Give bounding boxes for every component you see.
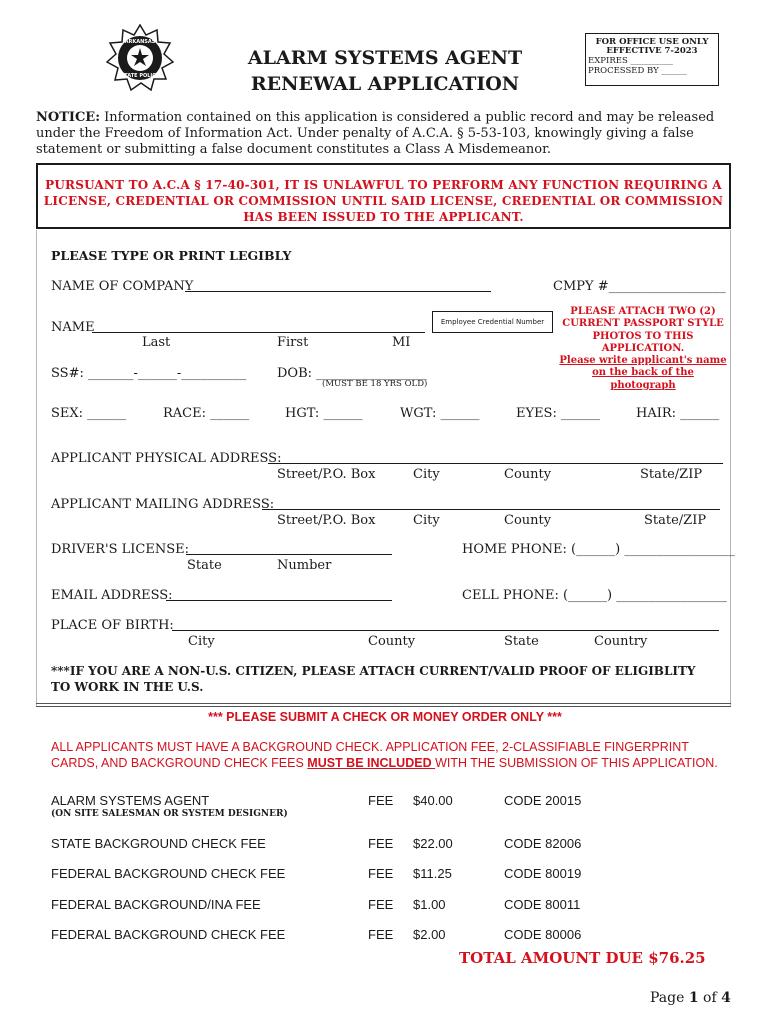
photo-line-5: Please write applicant's name — [559, 355, 727, 367]
cell-phone-field[interactable]: CELL PHONE: (______) _________________ — [462, 588, 727, 603]
fee-row-label: ALARM SYSTEMS AGENT — [51, 793, 210, 808]
name-field[interactable] — [92, 332, 425, 333]
notice-paragraph — [36, 110, 726, 158]
drivers-license-field[interactable] — [186, 554, 392, 555]
dob-field[interactable]: DOB: _________________ — [277, 366, 427, 381]
company-label: NAME OF COMPANY — [51, 279, 194, 294]
photo-instructions — [558, 306, 728, 392]
license-number-caption: Number — [277, 558, 332, 573]
svg-text:ARKANSAS: ARKANSAS — [124, 39, 156, 45]
page-number: 1 — [688, 990, 699, 1006]
photo-line-3: PHOTOS TO THIS — [592, 330, 694, 342]
physical-address-field[interactable] — [268, 463, 723, 464]
employee-credential-number-box[interactable]: Employee Credential Number — [432, 311, 553, 333]
birth-county-caption: County — [368, 634, 416, 649]
fee-row-code: CODE 80006 — [504, 927, 582, 942]
name-label: NAME — [51, 320, 95, 335]
fee-row-fee-word: FEE — [368, 866, 394, 881]
payment-method-note: *** PLEASE SUBMIT A CHECK OR MONEY ORDER ONLY *** — [208, 710, 562, 724]
background-text-1: ALL APPLICANTS MUST HAVE A BACKGROUND CHECK. APPLICATION FEE, 2-CLASSIFIABLE FINGERPRINT CARDS, AND BACKGROUND CHECK FEES — [51, 740, 689, 770]
email-label: EMAIL ADDRESS: — [51, 588, 173, 603]
eyes-field[interactable]: EYES: ______ — [516, 406, 600, 421]
fee-row-code: CODE 80011 — [504, 897, 581, 912]
background-text-2: WITH THE SUBMISSION OF THIS APPLICATION. — [435, 755, 718, 770]
name-mi-caption: MI — [392, 335, 411, 350]
photo-line-2: CURRENT PASSPORT STYLE — [562, 318, 724, 330]
place-of-birth-label: PLACE OF BIRTH: — [51, 618, 174, 633]
must-be-included: MUST BE INCLUDED — [307, 755, 436, 770]
total-amount-due: TOTAL AMOUNT DUE $76.25 — [459, 949, 706, 967]
physical-county-caption: County — [504, 467, 552, 482]
name-first-caption: First — [277, 335, 309, 350]
mailing-address-field[interactable] — [262, 509, 720, 510]
print-legibly-note: PLEASE TYPE OR PRINT LEGIBLY — [51, 248, 292, 263]
non-citizen-note: ***IF YOU ARE A NON-U.S. CITIZEN, PLEASE ATTACH CURRENT/VALID PROOF OF ELIGIBLITY TO WORK IN THE U.S. — [51, 664, 696, 694]
title-line-1: ALARM SYSTEMS AGENT — [247, 47, 523, 69]
fee-row-fee-word: FEE — [368, 927, 394, 942]
fee-row-amount: $1.00 — [413, 897, 446, 912]
mailing-state-zip-caption: State/ZIP — [644, 513, 707, 528]
cmpy-number-field[interactable]: CMPY #__________________ — [553, 279, 726, 294]
hair-field[interactable]: HAIR: ______ — [636, 406, 720, 421]
fee-row-label: FEDERAL BACKGROUND CHECK FEE — [51, 866, 286, 881]
physical-address-label: APPLICANT PHYSICAL ADDRESS: — [51, 451, 282, 466]
mailing-address-label: APPLICANT MAILING ADDRESS: — [51, 497, 275, 512]
fee-row-amount: $11.25 — [413, 866, 452, 881]
svg-text:STATE POLICE: STATE POLICE — [120, 73, 160, 79]
birth-state-caption: State — [504, 634, 539, 649]
drivers-license-label: DRIVER'S LICENSE: — [51, 542, 189, 557]
processed-by-field: PROCESSED BY ______ — [588, 66, 687, 76]
notice-label: NOTICE: — [36, 110, 101, 125]
dob-age-note: (MUST BE 18 YRS OLD) — [322, 379, 428, 389]
company-name-field[interactable] — [185, 291, 491, 292]
fee-row-fee-word: FEE — [368, 836, 394, 851]
statute-warning-text: PURSUANT TO A.C.A § 17-40-301, IT IS UNLAWFUL TO PERFORM ANY FUNCTION REQUIRING A LICENSE, CREDENTIAL OR COMMISSION UNTIL SAID LICENSE, CREDENTIAL OR COMMISSION HAS BEEN ISSUED TO THE APPLICANT. — [43, 178, 724, 224]
fee-row-code: CODE 82006 — [504, 836, 582, 851]
sex-field[interactable]: SEX: ______ — [51, 406, 127, 421]
license-state-caption: State — [187, 558, 222, 573]
home-phone-field[interactable]: HOME PHONE: (______) _________________ — [462, 542, 735, 557]
title-line-2: RENEWAL APPLICATION — [250, 73, 520, 95]
fee-row-label: FEDERAL BACKGROUND/INA FEE — [51, 897, 261, 912]
mailing-county-caption: County — [504, 513, 552, 528]
physical-street-caption: Street/P.O. Box — [277, 467, 376, 482]
fee-row-code: CODE 80019 — [504, 866, 582, 881]
fee-row-label: STATE BACKGROUND CHECK FEE — [51, 836, 266, 851]
fee-row-fee-word: FEE — [368, 897, 394, 912]
fee-row-amount: $22.00 — [413, 836, 453, 851]
fee-row-amount: $2.00 — [413, 927, 446, 942]
height-field[interactable]: HGT: ______ — [285, 406, 363, 421]
photo-line-4: APPLICATION. — [601, 342, 685, 354]
notice-text: Information contained on this application is considered a public record and may be released under the Freedom of Information Act. Under penalty of A.C.A. § 5-53-103, knowingly giving a false statement or submitting a false document constitutes a Class A Misdemeanor. — [36, 110, 715, 157]
weight-field[interactable]: WGT: ______ — [400, 406, 480, 421]
office-use-box — [585, 33, 719, 86]
name-last-caption: Last — [142, 335, 171, 350]
page-of: of — [698, 990, 722, 1006]
mailing-city-caption: City — [413, 513, 440, 528]
statute-warning-box — [36, 163, 731, 229]
birth-city-caption: City — [188, 634, 215, 649]
fee-row-code: CODE 20015 — [504, 793, 582, 808]
office-use-heading: FOR OFFICE USE ONLY — [595, 37, 709, 47]
effective-date: EFFECTIVE 7-2023 — [606, 46, 698, 56]
photo-line-1: PLEASE ATTACH TWO (2) — [570, 306, 716, 317]
photo-line-6: on the back of the photograph — [592, 367, 694, 391]
agent-subtype-note: (ON SITE SALESMAN OR SYSTEM DESIGNER) — [51, 809, 288, 819]
section-divider — [36, 703, 731, 707]
page-indicator — [650, 990, 731, 1006]
place-of-birth-field[interactable] — [172, 630, 719, 631]
fee-row-fee-word: FEE — [368, 793, 394, 808]
expires-field: EXPIRES __________ — [588, 56, 673, 66]
page-total: 4 — [721, 990, 731, 1006]
email-field[interactable] — [166, 600, 392, 601]
background-check-notice — [51, 740, 731, 771]
ssn-field[interactable]: SS#: _______-______-__________ — [51, 366, 247, 381]
birth-country-caption: Country — [594, 634, 648, 649]
page-prefix: Page — [650, 990, 689, 1006]
mailing-street-caption: Street/P.O. Box — [277, 513, 376, 528]
race-field[interactable]: RACE: ______ — [163, 406, 250, 421]
fee-row-label: FEDERAL BACKGROUND CHECK FEE — [51, 927, 286, 942]
physical-city-caption: City — [413, 467, 440, 482]
physical-state-zip-caption: State/ZIP — [640, 467, 703, 482]
fee-row-amount: $40.00 — [413, 793, 453, 808]
